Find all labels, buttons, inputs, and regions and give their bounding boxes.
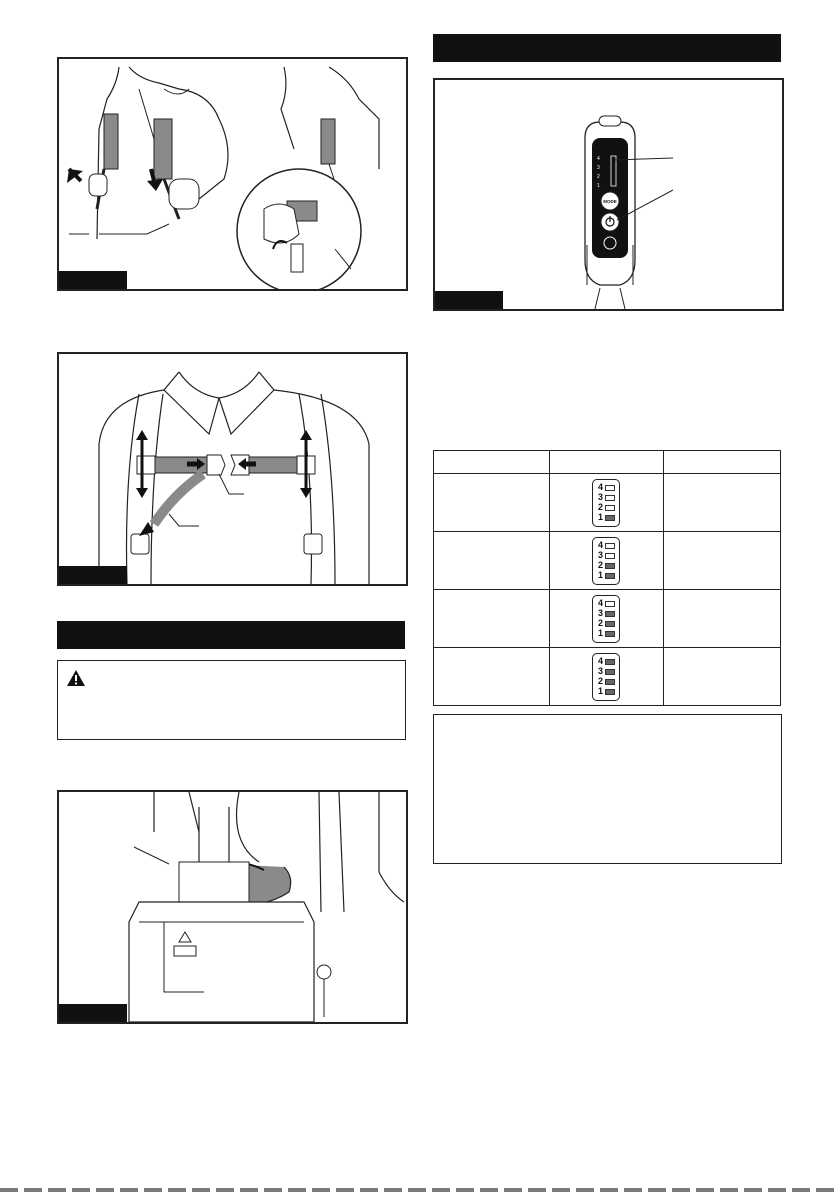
level-row: [593, 561, 619, 570]
level-bar: [605, 505, 615, 511]
svg-text:3: 3: [597, 165, 600, 171]
level-row: [593, 619, 619, 628]
level-bar: [605, 689, 615, 695]
level-number: 2: [597, 560, 603, 570]
svg-text:4: 4: [597, 156, 600, 162]
figure-number-tag: [59, 271, 127, 289]
warning-box: [57, 660, 406, 740]
level-bar: [605, 601, 615, 607]
mode-note-cell: [664, 474, 781, 532]
level-number: 4: [597, 540, 603, 550]
level-bar: [605, 611, 615, 617]
table-row: [434, 474, 781, 532]
table-header-cell: [549, 451, 664, 474]
mode-name-cell: [434, 648, 550, 706]
battery-holder-figure: [57, 790, 408, 1024]
indicator-cell: [549, 474, 664, 532]
level-number: 3: [597, 492, 603, 502]
level-bar: [605, 621, 615, 627]
speed-level-indicator: [592, 479, 620, 527]
level-bar: [605, 553, 615, 559]
level-number: 3: [597, 608, 603, 618]
table-row: [434, 648, 781, 706]
mode-note-cell: [664, 648, 781, 706]
figure-number-tag: [59, 1004, 127, 1022]
level-row: [593, 657, 619, 666]
speed-level-indicator: [592, 537, 620, 585]
shoulder-strap-illustration: [59, 59, 406, 289]
level-row: [593, 513, 619, 522]
level-bar: [605, 631, 615, 637]
level-number: 2: [597, 502, 603, 512]
level-bar: [605, 669, 615, 675]
level-number: 4: [597, 656, 603, 666]
level-number: 3: [597, 550, 603, 560]
level-row: [593, 609, 619, 618]
mode-indicator-table: [433, 450, 781, 706]
level-row: [593, 483, 619, 492]
level-row: [593, 667, 619, 676]
control-panel-illustration: [435, 80, 782, 309]
table-header-row: [434, 451, 781, 474]
mode-name-cell: [434, 590, 550, 648]
level-bar: [605, 659, 615, 665]
table-header-cell: [664, 451, 781, 474]
control-panel-figure: [433, 78, 784, 311]
shoulder-strap-adjust-figure: [57, 57, 408, 291]
level-number: 2: [597, 618, 603, 628]
speed-level-indicator: [592, 653, 620, 701]
warning-triangle-icon: [66, 669, 86, 687]
indicator-cell: [549, 532, 664, 590]
level-number: 1: [597, 512, 603, 522]
mode-name-cell: [434, 474, 550, 532]
chest-belt-figure: [57, 352, 408, 586]
mode-button-label: MODE: [603, 199, 617, 204]
page-footer-rule: [0, 1188, 840, 1192]
level-number: 1: [597, 628, 603, 638]
mode-name-cell: [434, 532, 550, 590]
level-number: 2: [597, 676, 603, 686]
mode-note-cell: [664, 590, 781, 648]
level-bar: [605, 515, 615, 521]
svg-text:1: 1: [597, 183, 600, 189]
level-number: 1: [597, 686, 603, 696]
level-bar: [605, 563, 615, 569]
table-row: [434, 532, 781, 590]
indicator-cell: [549, 648, 664, 706]
indicator-cell: [549, 590, 664, 648]
figure-number-tag: [435, 291, 503, 309]
level-row: [593, 503, 619, 512]
level-number: 4: [597, 482, 603, 492]
level-bar: [605, 485, 615, 491]
section-header-bar: [57, 621, 405, 649]
level-row: [593, 599, 619, 608]
svg-text:2: 2: [597, 174, 600, 180]
level-row: [593, 629, 619, 638]
table-header-cell: [434, 451, 550, 474]
note-box: [433, 714, 782, 864]
figure-number-tag: [59, 566, 127, 584]
level-row: [593, 541, 619, 550]
level-number: 1: [597, 570, 603, 580]
level-bar: [605, 679, 615, 685]
speed-level-indicator: [592, 595, 620, 643]
level-row: [593, 687, 619, 696]
chest-belt-illustration: [59, 354, 406, 584]
level-number: 4: [597, 598, 603, 608]
level-bar: [605, 573, 615, 579]
table-row: [434, 590, 781, 648]
battery-holder-illustration: [59, 792, 406, 1022]
level-row: [593, 571, 619, 580]
level-row: [593, 551, 619, 560]
level-number: 3: [597, 666, 603, 676]
level-bar: [605, 495, 615, 501]
level-bar: [605, 543, 615, 549]
level-row: [593, 493, 619, 502]
level-row: [593, 677, 619, 686]
mode-note-cell: [664, 532, 781, 590]
section-header-bar: [433, 34, 781, 62]
